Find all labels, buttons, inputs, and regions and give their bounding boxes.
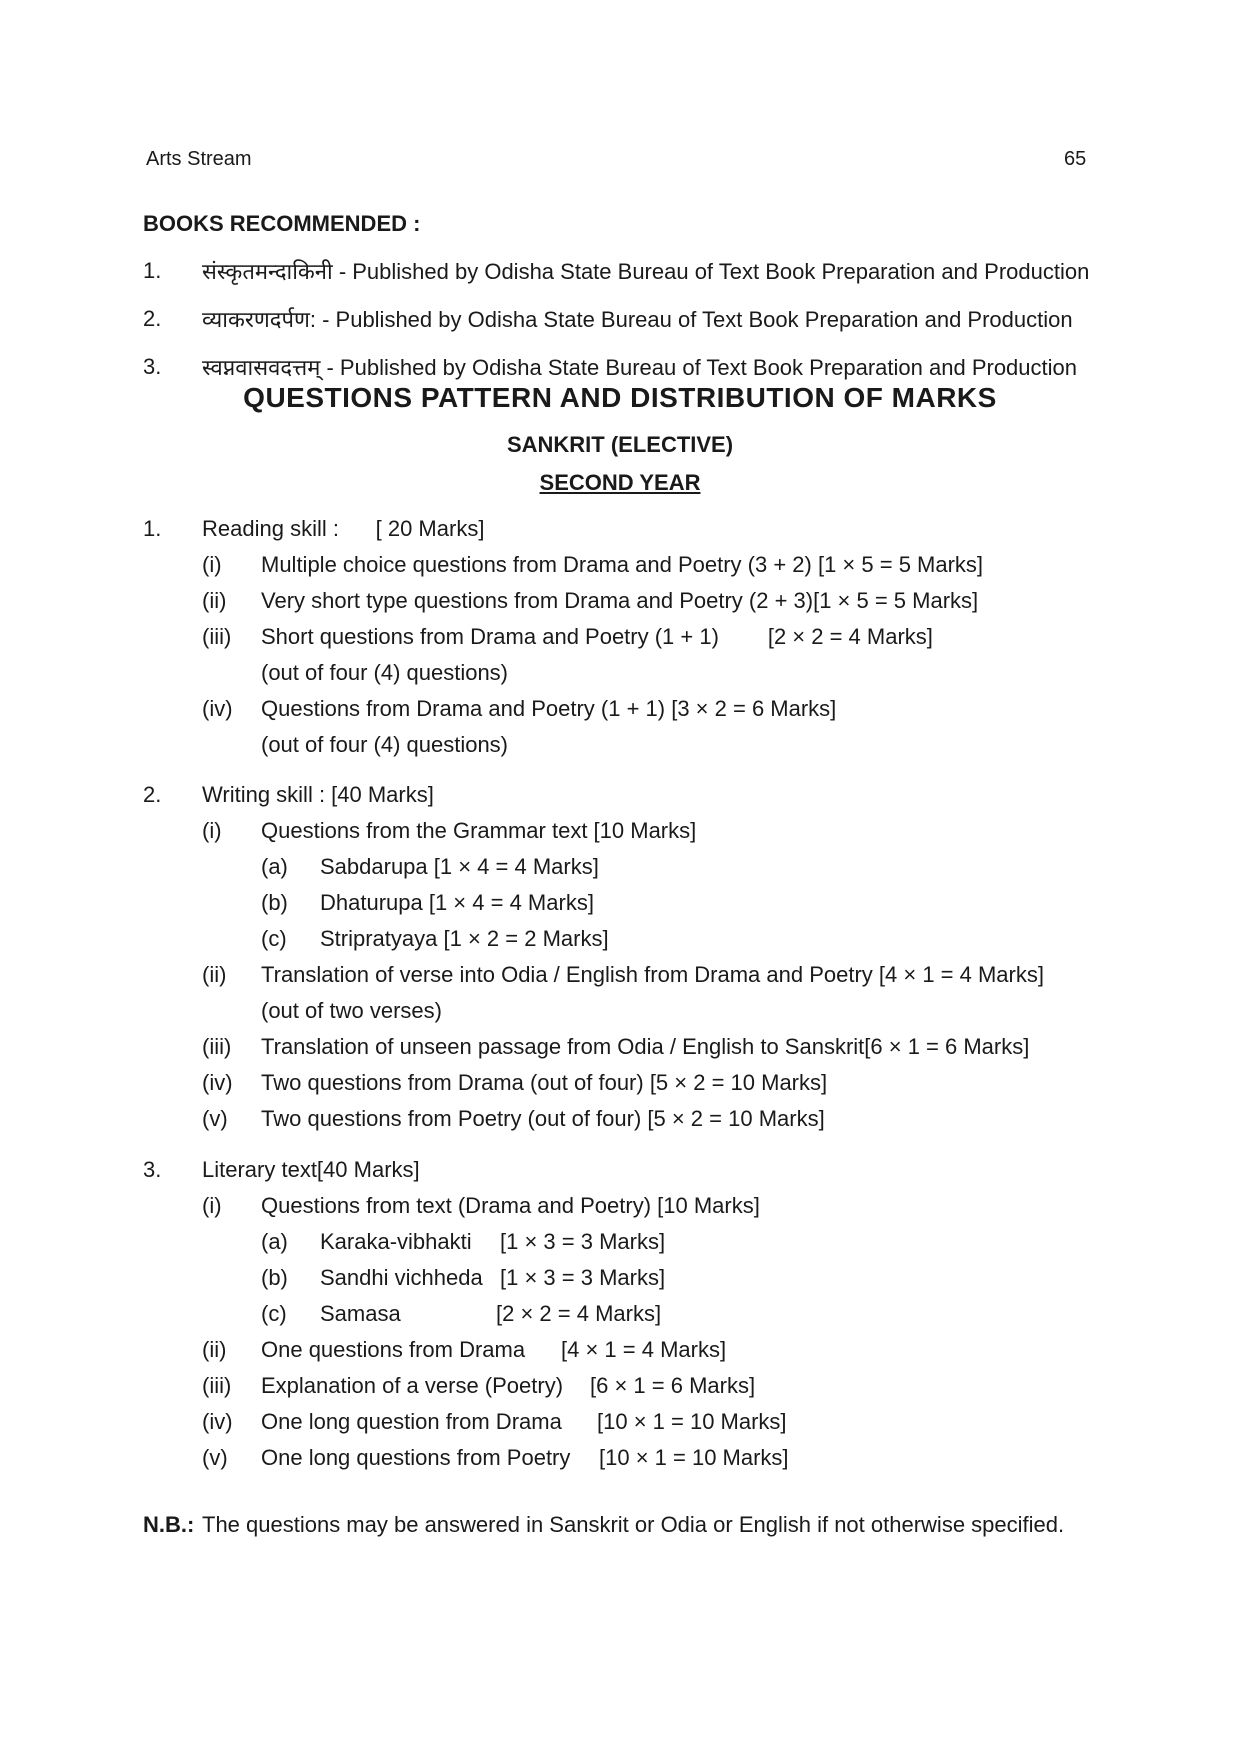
section-title: Reading skill : [ 20 Marks]	[202, 516, 485, 541]
item-text: One questions from Drama	[261, 1337, 526, 1362]
section-number: 3.	[143, 1157, 162, 1182]
subitem-text: Stripratyaya [1 × 2 = 2 Marks]	[320, 926, 609, 951]
book-number: 2.	[143, 306, 162, 331]
subitem-marks: [1 × 3 = 3 Marks]	[500, 1229, 666, 1254]
item-text: Translation of unseen passage from Odia / English to Sanskrit[6 × 1 = 6 Marks]	[261, 1034, 1030, 1059]
item-roman: (iii)	[202, 1373, 232, 1398]
item-roman: (i)	[202, 818, 222, 843]
item-roman: (v)	[202, 1106, 228, 1131]
item-text: Short questions from Drama and Poetry (1 + 1) [2 × 2 = 4 Marks]	[261, 624, 933, 649]
section-title: Writing skill : [40 Marks]	[202, 782, 434, 807]
item-continuation: (out of four (4) questions)	[261, 660, 509, 685]
note-text: The questions may be answered in Sanskrit or Odia or English if not otherwise specified.	[202, 1512, 1065, 1537]
subitem-text: Dhaturupa [1 × 4 = 4 Marks]	[320, 890, 594, 915]
books-heading: BOOKS RECOMMENDED :	[143, 211, 421, 236]
item-text: Translation of verse into Odia / English from Drama and Poetry [4 × 1 = 4 Marks]	[261, 962, 1044, 987]
note-label: N.B.:	[143, 1512, 195, 1537]
item-marks: [4 × 1 = 4 Marks]	[561, 1337, 727, 1362]
item-marks: [10 × 1 = 10 Marks]	[599, 1445, 789, 1470]
running-header: Arts Stream	[146, 148, 252, 170]
subitem-text: Karaka-vibhakti	[320, 1229, 472, 1254]
section-title: Literary text[40 Marks]	[202, 1157, 420, 1182]
section-number: 1.	[143, 516, 162, 541]
item-text: Questions from text (Drama and Poetry) [10 Marks]	[261, 1193, 760, 1218]
item-text: One long question from Drama	[261, 1409, 562, 1434]
item-text: Questions from Drama and Poetry (1 + 1) [3 × 2 = 6 Marks]	[261, 696, 837, 721]
subitem-letter: (b)	[261, 890, 288, 915]
item-roman: (iii)	[202, 624, 232, 649]
section-number: 2.	[143, 782, 162, 807]
pattern-title: QUESTIONS PATTERN AND DISTRIBUTION OF MARKS	[243, 382, 997, 413]
item-text: Multiple choice questions from Drama and Poetry (3 + 2) [1 × 5 = 5 Marks]	[261, 552, 984, 577]
item-roman: (iv)	[202, 1070, 233, 1095]
subitem-letter: (c)	[261, 926, 287, 951]
item-text: Very short type questions from Drama and Poetry (2 + 3)[1 × 5 = 5 Marks]	[261, 588, 979, 613]
item-text: Questions from the Grammar text [10 Marks]	[261, 818, 697, 843]
item-roman: (i)	[202, 1193, 222, 1218]
subitem-letter: (a)	[261, 1229, 288, 1254]
item-roman: (iv)	[202, 696, 233, 721]
item-marks: [10 × 1 = 10 Marks]	[597, 1409, 787, 1434]
subitem-text: Sabdarupa [1 × 4 = 4 Marks]	[320, 854, 599, 879]
book-item: संस्कृतमन्दाकिनी - Published by Odisha State Bureau of Text Book Preparation and Production	[202, 259, 1090, 284]
book-number: 1.	[143, 258, 162, 283]
subitem-text: Samasa	[320, 1301, 401, 1326]
subitem-marks: [2 × 2 = 4 Marks]	[496, 1301, 662, 1326]
item-text: One long questions from Poetry	[261, 1445, 571, 1470]
item-marks: [6 × 1 = 6 Marks]	[590, 1373, 756, 1398]
year-title: SECOND YEAR	[539, 470, 701, 495]
subject-title: SANKRIT (ELECTIVE)	[506, 432, 734, 457]
book-number: 3.	[143, 354, 162, 379]
item-continuation: (out of four (4) questions)	[261, 732, 509, 757]
item-continuation: (out of two verses)	[261, 998, 442, 1023]
book-item: व्याकरणदर्पण: - Published by Odisha State Bureau of Text Book Preparation and Production	[202, 307, 1073, 332]
item-roman: (iii)	[202, 1034, 232, 1059]
subitem-marks: [1 × 3 = 3 Marks]	[500, 1265, 666, 1290]
subitem-letter: (a)	[261, 854, 288, 879]
page-number: 65	[1064, 148, 1087, 170]
item-roman: (i)	[202, 552, 222, 577]
item-roman: (v)	[202, 1445, 228, 1470]
item-roman: (iv)	[202, 1409, 233, 1434]
item-roman: (ii)	[202, 962, 227, 987]
item-text: Explanation of a verse (Poetry)	[261, 1373, 564, 1398]
item-roman: (ii)	[202, 588, 227, 613]
item-roman: (ii)	[202, 1337, 227, 1362]
item-text: Two questions from Poetry (out of four) [5 × 2 = 10 Marks]	[261, 1106, 825, 1131]
subitem-letter: (c)	[261, 1301, 287, 1326]
book-item: स्वप्नवासवदत्तम् - Published by Odisha State Bureau of Text Book Preparation and Production	[202, 355, 1077, 380]
item-text: Two questions from Drama (out of four) [5 × 2 = 10 Marks]	[261, 1070, 828, 1095]
subitem-text: Sandhi vichheda	[320, 1265, 483, 1290]
subitem-letter: (b)	[261, 1265, 288, 1290]
